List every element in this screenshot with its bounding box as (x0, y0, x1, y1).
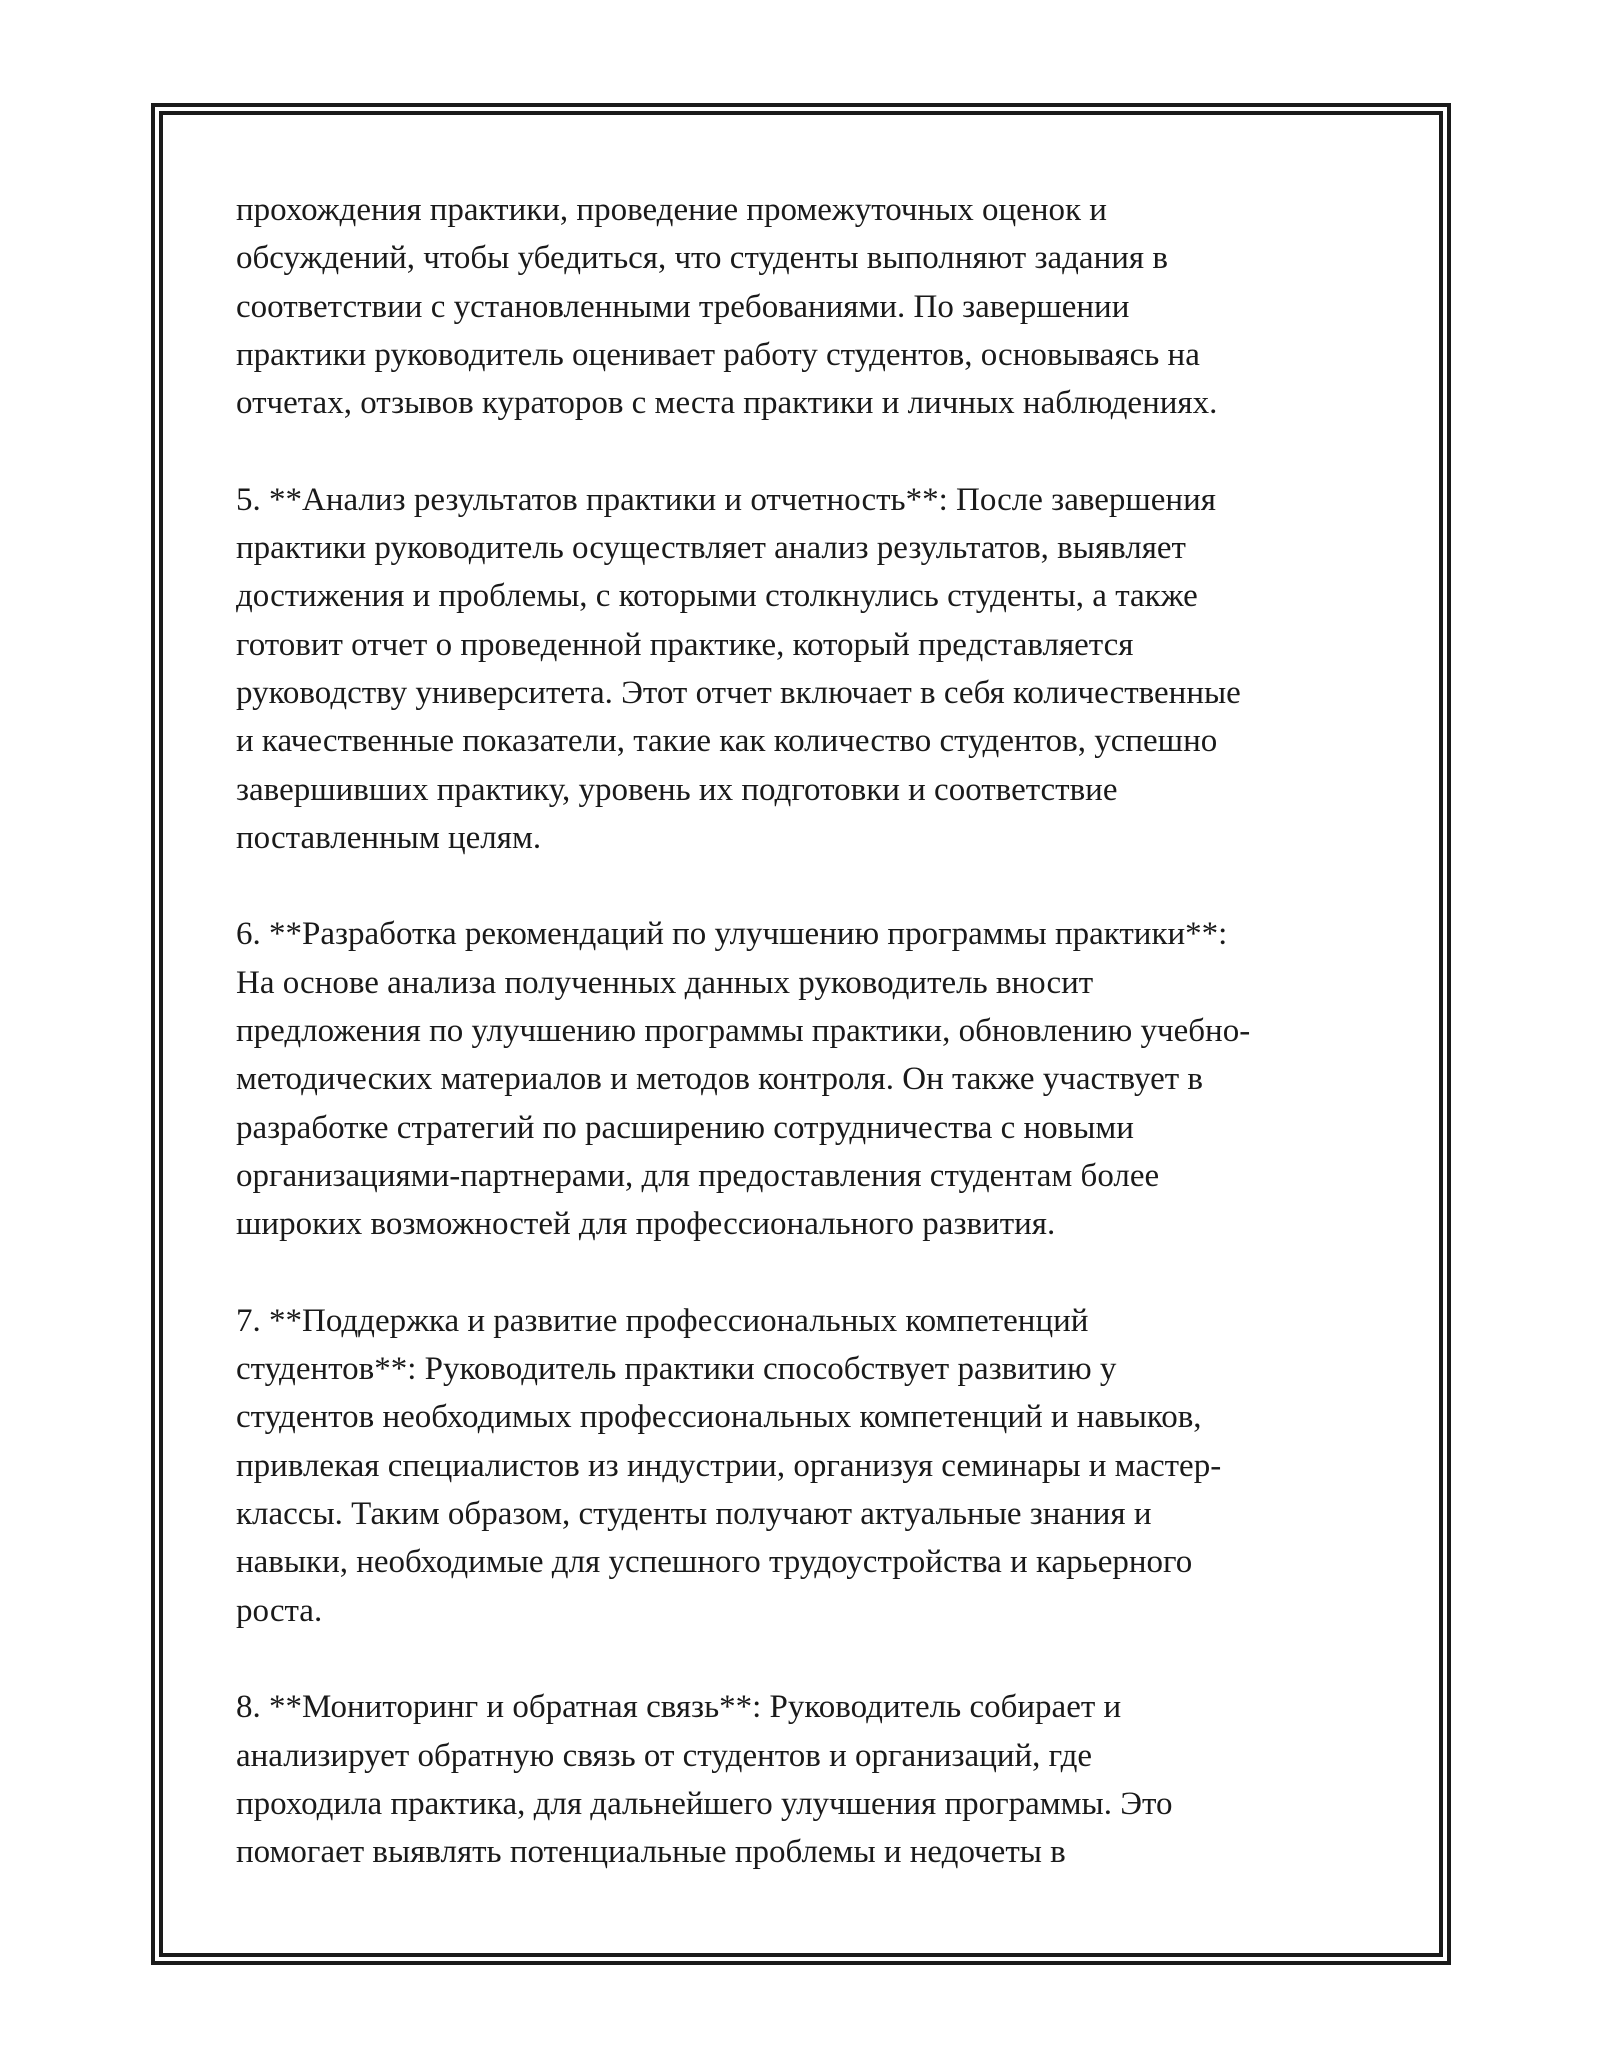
text-line: завершивших практику, уровень их подготовки и соответствие (236, 771, 1118, 808)
paragraph-spacer (236, 1635, 1396, 1683)
text-line: навыки, необходимые для успешного трудоустройства и карьерного (236, 1544, 1193, 1581)
paragraph-item-7 (236, 1297, 1396, 1635)
text-line: и качественные показатели, такие как количество студентов, успешно (236, 723, 1218, 760)
text-line: роста. (236, 1592, 323, 1629)
text-line: помогает выявлять потенциальные проблемы и недочеты в (236, 1834, 1066, 1871)
text-line: обсуждений, чтобы убедиться, что студенты выполняют задания в (236, 240, 1168, 277)
text-line: 8. **Мониторинг и обратная связь**: Руководитель собирает и (236, 1689, 1122, 1726)
text-line: 6. **Разработка рекомендаций по улучшению программы практики**: (236, 916, 1228, 953)
text-line: практики руководитель осуществляет анализ результатов, выявляет (236, 530, 1186, 567)
text-line: широких возможностей для профессионального развития. (236, 1206, 1056, 1243)
paragraph-item-6 (236, 910, 1396, 1248)
text-line: поставленным целям. (236, 819, 542, 856)
text-line: предложения по улучшению программы практики, обновлению учебно- (236, 1013, 1251, 1050)
text-line: классы. Таким образом, студенты получают актуальные знания и (236, 1496, 1152, 1533)
text-line: 5. **Анализ результатов практики и отчетность**: После завершения (236, 481, 1216, 518)
document-body (236, 186, 1396, 1876)
text-line: готовит отчет о проведенной практике, который представляется (236, 626, 1134, 663)
paragraph-item-8 (236, 1683, 1396, 1876)
text-line: студентов**: Руководитель практики способствует развитию у (236, 1351, 1117, 1388)
text-line: проходила практика, для дальнейшего улучшения программы. Это (236, 1785, 1173, 1822)
paragraph-continuation (236, 186, 1396, 427)
text-line: На основе анализа полученных данных руководитель вносит (236, 964, 1094, 1001)
text-line: соответствии с установленными требованиями. По завершении (236, 288, 1130, 325)
paragraph-spacer (236, 1249, 1396, 1297)
text-line: студентов необходимых профессиональных компетенций и навыков, (236, 1399, 1202, 1436)
text-line: руководству университета. Этот отчет включает в себя количественные (236, 674, 1241, 711)
text-line: анализирует обратную связь от студентов и организаций, где (236, 1737, 1093, 1774)
text-line: организациями-партнерами, для предоставления студентам более (236, 1157, 1160, 1194)
paragraph-item-5 (236, 476, 1396, 862)
text-line: достижения и проблемы, с которыми столкнулись студенты, а также (236, 578, 1198, 615)
paragraph-spacer (236, 862, 1396, 910)
text-line: отчетах, отзывов кураторов с места практики и личных наблюдениях. (236, 385, 1218, 422)
text-line: прохождения практики, проведение промежуточных оценок и (236, 192, 1107, 228)
text-line: разработке стратегий по расширению сотрудничества с новыми (236, 1109, 1134, 1146)
text-line: практики руководитель оценивает работу студентов, основываясь на (236, 336, 1200, 373)
text-line: привлекая специалистов из индустрии, организуя семинары и мастер- (236, 1447, 1222, 1484)
text-line: методических материалов и методов контроля. Он также участвует в (236, 1061, 1203, 1098)
paragraph-spacer (236, 427, 1396, 475)
text-line: 7. **Поддержка и развитие профессиональных компетенций (236, 1302, 1089, 1339)
